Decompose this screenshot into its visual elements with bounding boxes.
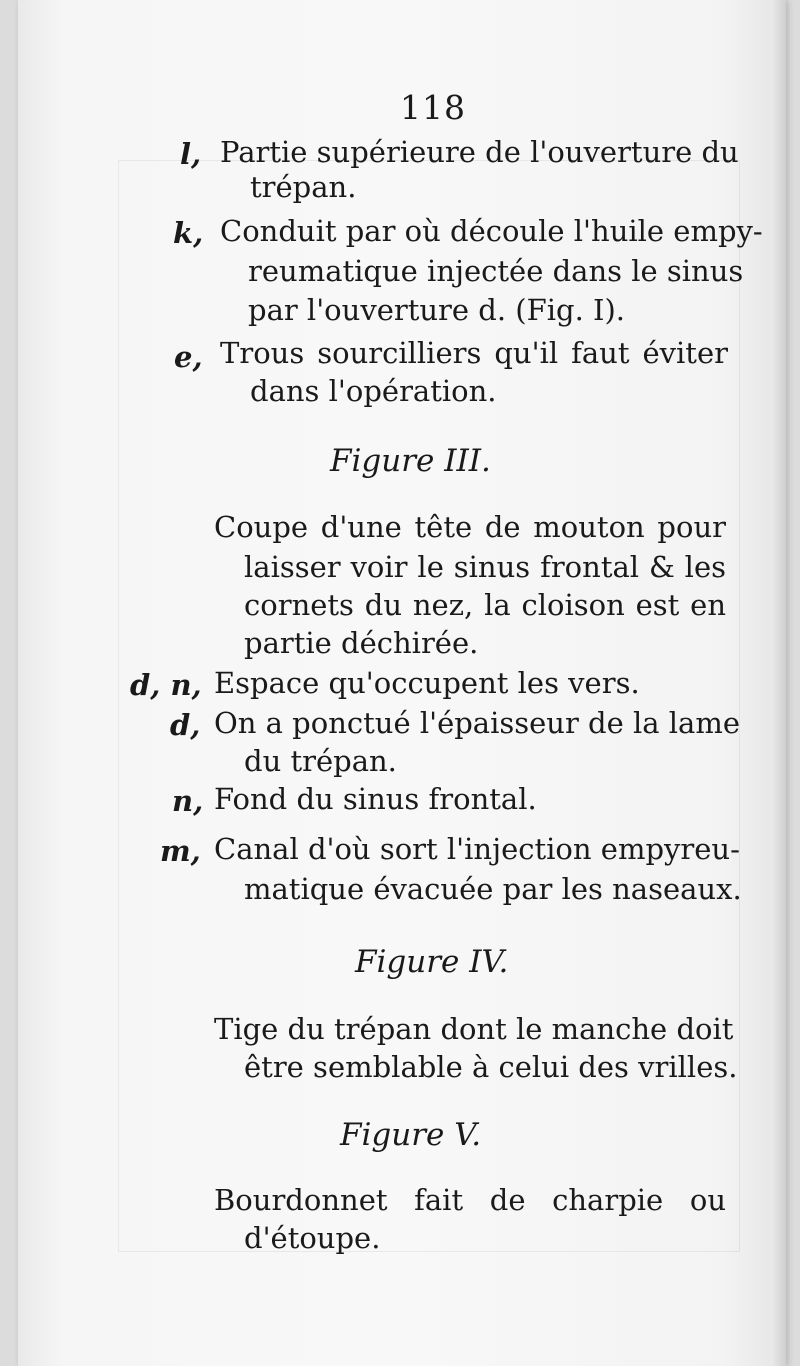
label-n: n, [172,784,204,818]
figure-5-line-1: Bourdonnet fait de charpie ou [214,1183,726,1217]
item-d-n-line-1: Espace qu'occupent les vers. [214,666,640,700]
label-d: d, [170,708,201,742]
item-n-line-1: Fond du sinus frontal. [214,782,537,816]
label-m: m, [160,834,201,868]
item-d-line-2: du trépan. [244,744,397,778]
item-e-line-1: Trous sourcilliers qu'il faut éviter [220,336,728,370]
figure-3-intro-line-3: cornets du nez, la cloison est en [244,588,726,622]
item-m-line-1: Canal d'où sort l'injection empyreu- [214,832,740,866]
item-d-line-1: On a ponctué l'épaisseur de la lame [214,706,741,740]
figure-5-line-2: d'étoupe. [244,1221,381,1255]
item-e-line-2: dans l'opération. [250,374,497,408]
item-l-line-1: Partie supérieure de l'ouverture du [220,135,739,169]
figure-5-heading: Figure V. [340,1117,482,1153]
figure-4-line-2: être semblable à celui des vrilles. [244,1050,738,1084]
figure-4-heading: Figure IV. [355,944,509,980]
page-number: 118 [400,88,466,127]
item-k-line-1: Conduit par où découle l'huile empy- [220,214,763,248]
figure-3-intro-line-2: laisser voir le sinus frontal & les [244,550,726,584]
label-l: l, [180,137,202,171]
item-k-line-3: par l'ouverture d. (Fig. I). [248,293,625,327]
item-m-line-2: matique évacuée par les naseaux. [244,872,742,906]
label-d-n: d, n, [130,668,202,702]
figure-4-line-1: Tige du trépan dont le manche doit [214,1012,734,1046]
figure-3-intro-line-4: partie déchirée. [244,626,479,660]
figure-3-intro-line-1: Coupe d'une tête de mouton pour [214,510,726,544]
page-edge [770,0,786,1366]
label-k: k, [173,216,204,250]
item-l-line-2: trépan. [250,170,357,204]
figure-3-heading: Figure III. [330,443,491,479]
label-e: e, [174,340,203,374]
item-k-line-2: reumatique injectée dans le sinus [248,254,744,288]
